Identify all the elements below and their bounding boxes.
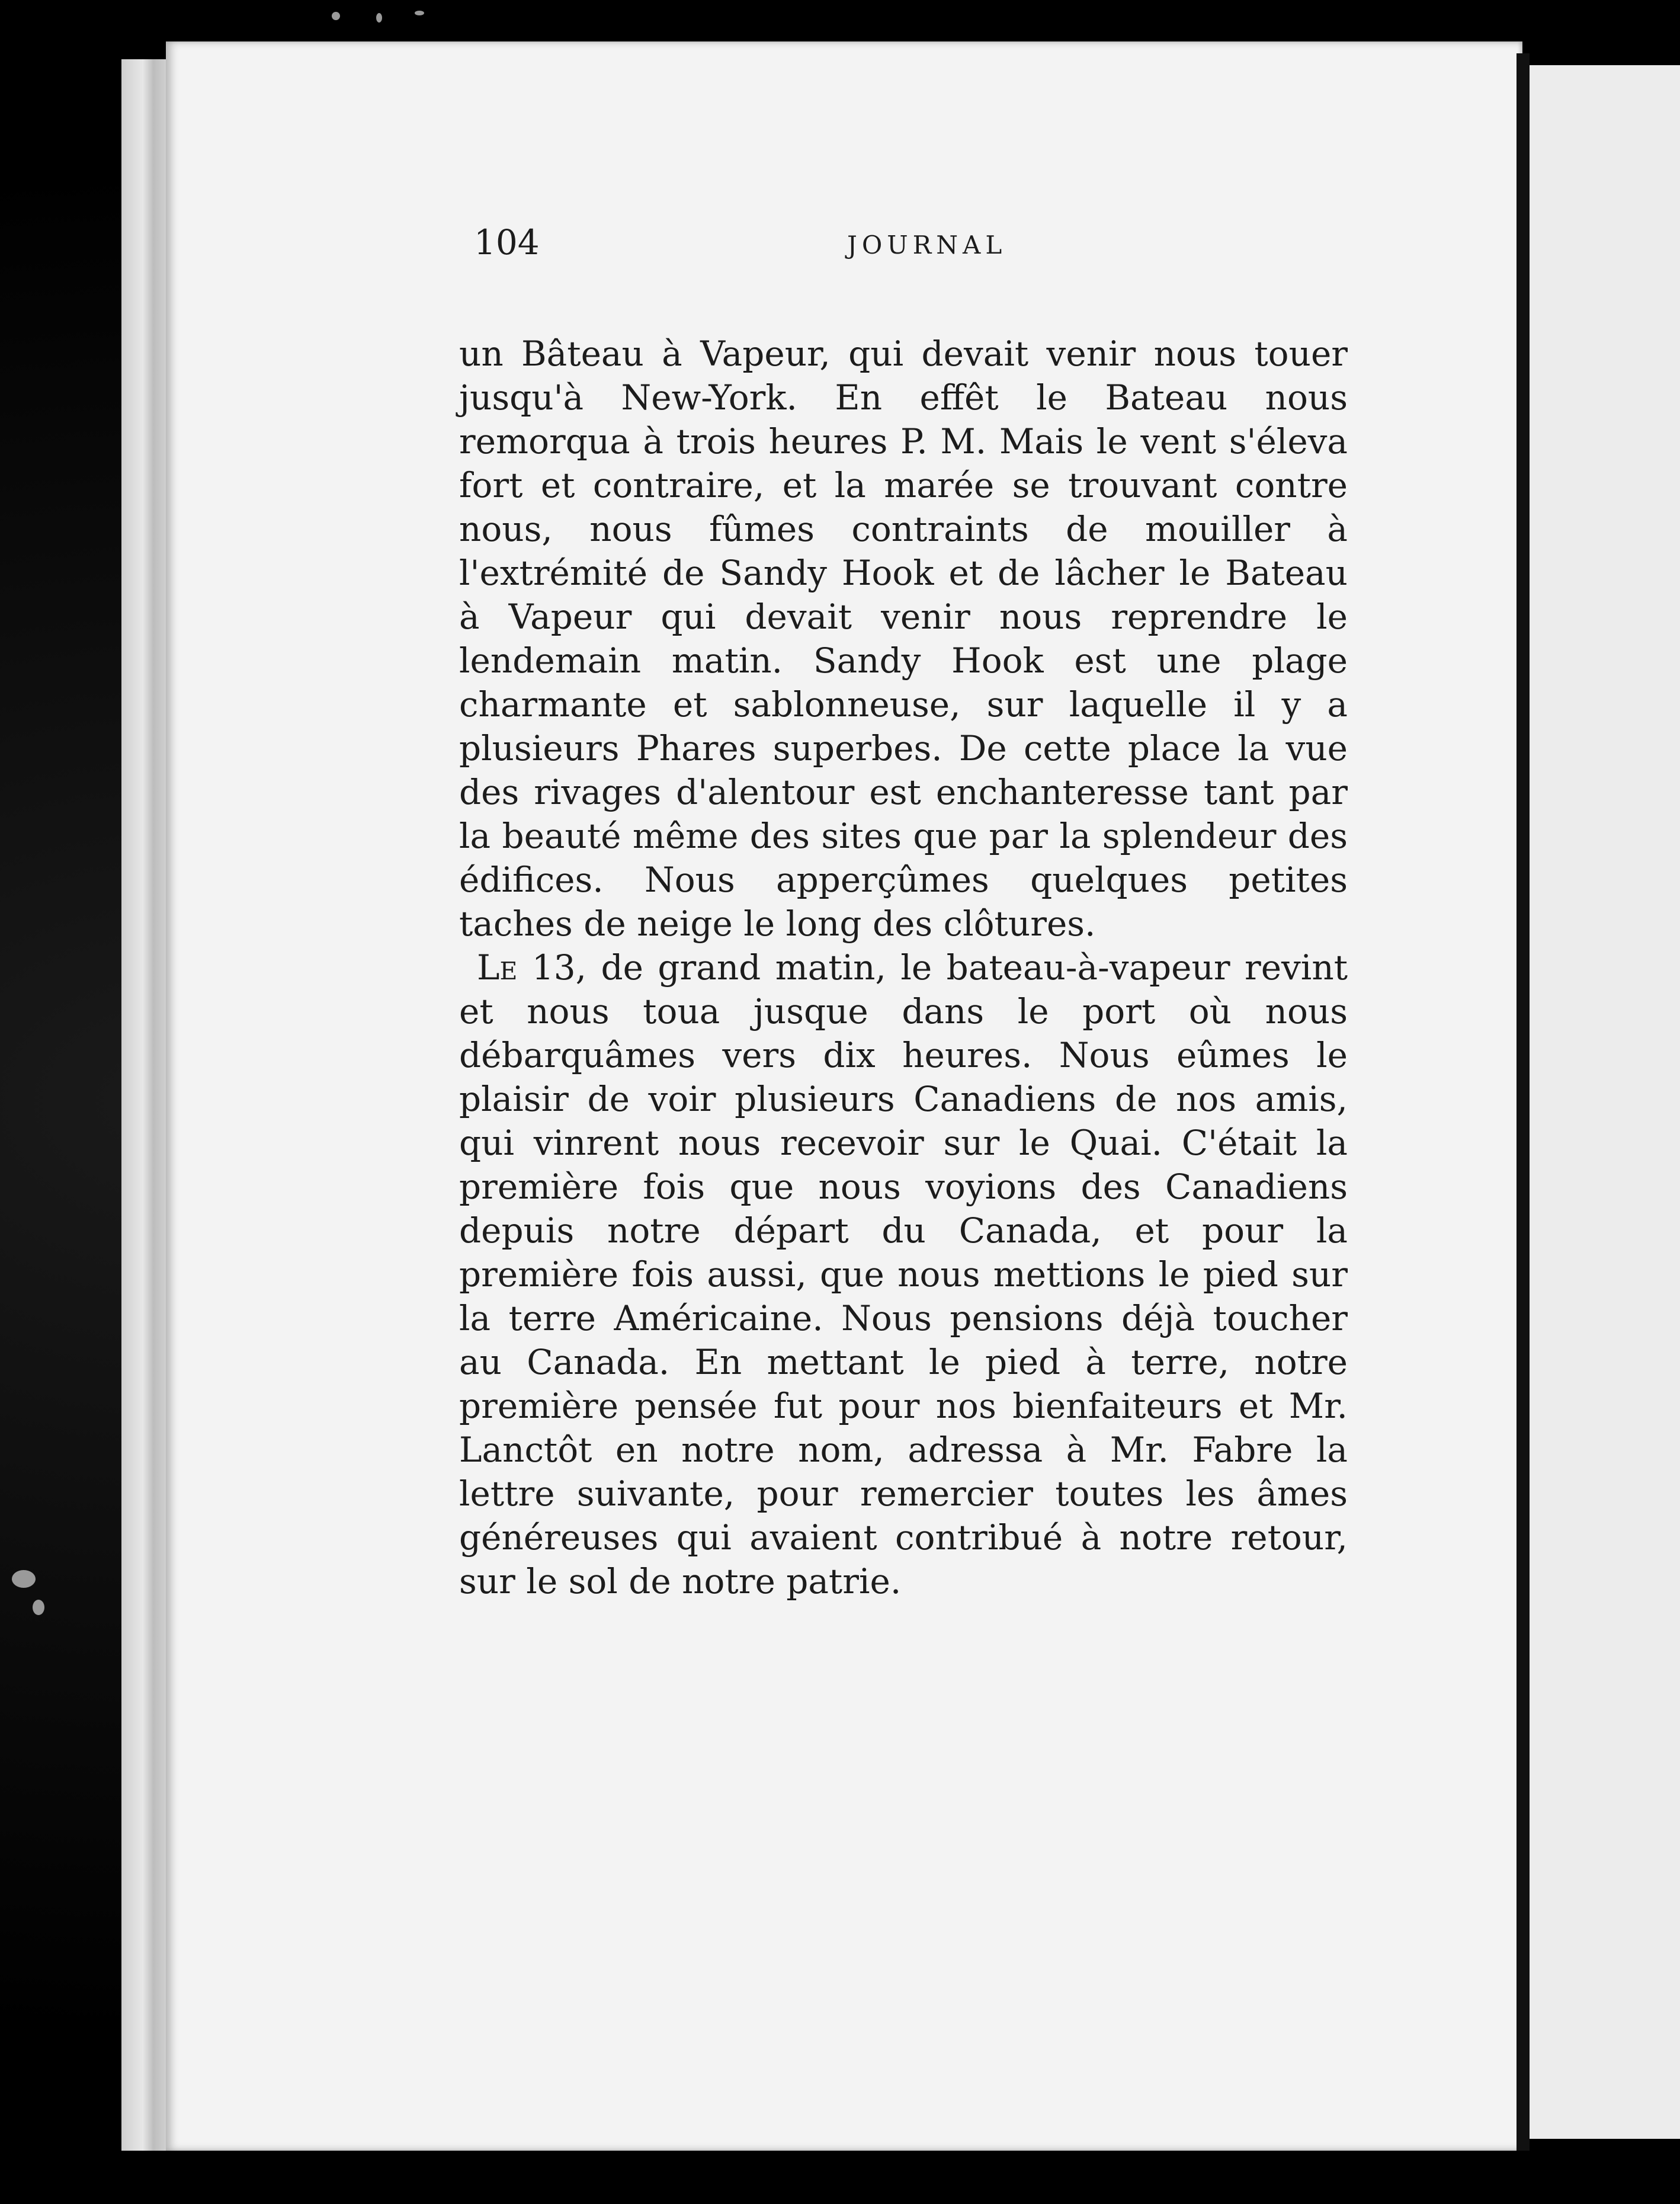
book-gutter (1517, 53, 1530, 2151)
page-header (474, 222, 1362, 276)
dust-speck (332, 12, 340, 20)
dust-speck (376, 13, 382, 23)
paragraph: un Bâteau à Vapeur, qui devait venir nous touer jusqu'à New-York. En effêt le Bateau nous remorqua à trois heures P. M. Mais le vent s'éleva fort et contraire, et la marée se trouvant contre nous, nous fûmes contraints de mouiller à l'extrémité de Sandy Hook et de lâcher le Bateau à Vapeur qui devait venir nous reprendre le lendemain matin. Sandy Hook est une plage charmante et sablonneuse, sur laquelle il y a plusieurs Phares superbes. De cette place la vue des rivages d'alentour est enchanteresse tant par la beauté même des sites que par la splendeur des édifices. Nous apperçûmes quelques petites taches de neige le long des clôtures. (459, 334, 1348, 944)
body-text (459, 332, 1348, 1603)
running-head: JOURNAL (847, 230, 1007, 260)
paragraph-text: 13, de grand matin, le bateau-à-vapeur revint et nous toua jusque dans le port où nous débarquâmes vers dix heures. Nous eûmes le plaisir de voir plusieurs Canadiens de nos amis, qui vinrent nous recevoir sur le Quai. C'était la première fois que nous voyions des Canadiens depuis notre départ du Canada, et pour la première fois aussi, que nous mettions le pied sur la terre Américaine. Nous pensions déjà toucher au Canada. En mettant le pied à terre, notre première pensée fut pour nos bienfaiteurs et Mr. Lanctôt en notre nom, adressa à Mr. Fabre la lettre suivante, pour remercier toutes les âmes généreuses qui avaient contribué à notre retour, sur le sol de notre patrie. (459, 947, 1348, 1601)
page-number: 104 (474, 222, 540, 262)
facing-page-edge (1530, 65, 1680, 2139)
dust-speck (415, 11, 424, 15)
paragraph-lead: Le (477, 947, 518, 988)
paragraph (459, 946, 1348, 1603)
dust-speck (33, 1600, 44, 1615)
dust-speck (12, 1570, 36, 1588)
